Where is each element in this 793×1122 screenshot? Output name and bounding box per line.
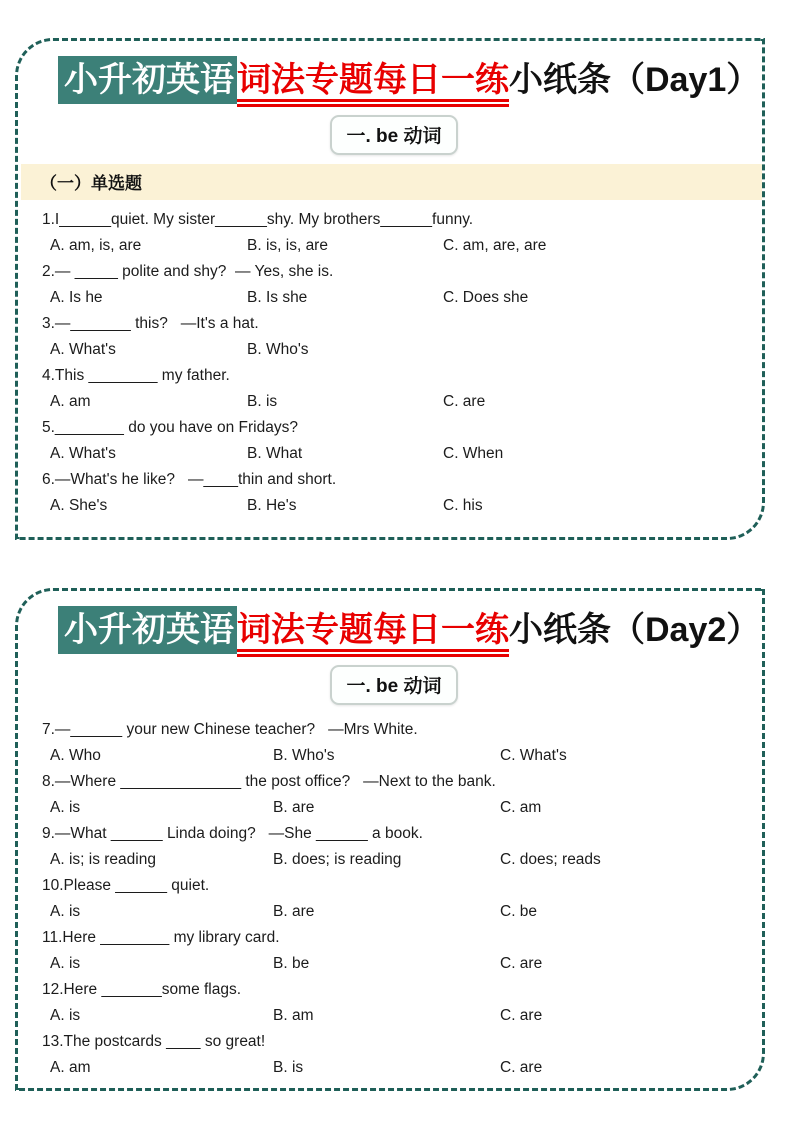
option-a: A. She's	[50, 497, 108, 514]
question-text: 1.I______quiet. My sister______shy. My brothers______funny.	[42, 211, 474, 228]
option-a: A. is	[50, 903, 81, 920]
option-c: C. does; reads	[500, 851, 601, 868]
option-a: A. is	[50, 1007, 81, 1024]
question-list-day1	[42, 207, 746, 519]
question-options	[42, 337, 746, 363]
question-text: 12.Here _______some flags.	[42, 981, 242, 998]
question-text: 3.—_______ this? —It's a hat.	[42, 315, 259, 332]
option-c: C. are	[443, 393, 486, 410]
question-block	[42, 415, 746, 467]
option-c: C. am	[500, 799, 542, 816]
option-b: B. is	[273, 1059, 304, 1076]
question-text: 7.—______ your new Chinese teacher? —Mrs White.	[42, 721, 418, 738]
question-text: 13.The postcards ____ so great!	[42, 1033, 266, 1050]
question-text: 4.This ________ my father.	[42, 367, 230, 384]
question-options	[42, 1003, 746, 1029]
question-options	[42, 847, 746, 873]
option-a: A. am, is, are	[50, 237, 142, 254]
option-c: C. are	[500, 1059, 543, 1076]
question-options	[42, 389, 746, 415]
question-text: 10.Please ______ quiet.	[42, 877, 210, 894]
title-suffix: 小纸条（Day2）	[509, 611, 761, 649]
question-block	[42, 259, 746, 311]
question-list-day2	[42, 717, 746, 1081]
section-pill-row	[42, 115, 746, 155]
option-b: B. be	[273, 955, 310, 972]
question-text: 2.— _____ polite and shy? — Yes, she is.	[42, 263, 334, 280]
question-block	[42, 717, 746, 769]
section-pill-be-verb: 一. be 动词	[330, 665, 457, 705]
worksheet-card-day1	[15, 38, 765, 540]
option-b: B. Who's	[273, 747, 335, 764]
question-block	[42, 769, 746, 821]
question-text: 5.________ do you have on Fridays?	[42, 419, 298, 436]
option-b: B. Who's	[247, 341, 309, 358]
question-block	[42, 363, 746, 415]
question-block	[42, 925, 746, 977]
option-b: B. is	[247, 393, 278, 410]
question-options	[42, 951, 746, 977]
title-highlight: 小升初英语	[58, 56, 237, 104]
option-b: B. are	[273, 799, 315, 816]
question-options	[42, 493, 746, 519]
option-c: C. What's	[500, 747, 567, 764]
question-options	[42, 285, 746, 311]
question-text: 9.—What ______ Linda doing? —She ______ a book.	[42, 825, 423, 842]
option-a: A. Who	[50, 747, 101, 764]
option-a: A. What's	[50, 445, 116, 462]
option-b: B. does; is reading	[273, 851, 402, 868]
option-b: B. is, is, are	[247, 237, 328, 254]
option-a: A. What's	[50, 341, 116, 358]
option-a: A. am	[50, 1059, 91, 1076]
question-block	[42, 1029, 746, 1081]
option-a: A. am	[50, 393, 91, 410]
section-pill-be-verb: 一. be 动词	[330, 115, 457, 155]
option-a: A. is; is reading	[50, 851, 156, 868]
card-title-day2	[58, 605, 761, 655]
option-c: C. are	[500, 1007, 543, 1024]
option-b: B. What	[247, 445, 303, 462]
option-a: A. Is he	[50, 289, 103, 306]
question-text: 11.Here ________ my library card.	[42, 929, 280, 946]
question-options	[42, 795, 746, 821]
option-b: B. He's	[247, 497, 297, 514]
title-highlight: 小升初英语	[58, 606, 237, 654]
question-block	[42, 467, 746, 519]
question-options	[42, 1055, 746, 1081]
question-options	[42, 441, 746, 467]
question-block	[42, 311, 746, 363]
option-c: C. When	[443, 445, 504, 462]
option-c: C. be	[500, 903, 538, 920]
option-b: B. are	[273, 903, 315, 920]
question-type-banner: （一）单选题	[21, 164, 764, 200]
option-c: C. Does she	[443, 289, 529, 306]
question-block	[42, 977, 746, 1029]
question-text: 6.—What's he like? —____thin and short.	[42, 471, 337, 488]
title-suffix: 小纸条（Day1）	[509, 61, 761, 99]
option-c: C. his	[443, 497, 483, 514]
option-b: B. am	[273, 1007, 314, 1024]
question-options	[42, 899, 746, 925]
option-c: C. am, are, are	[443, 237, 547, 254]
question-block	[42, 821, 746, 873]
question-options	[42, 233, 746, 259]
worksheet-card-day2	[15, 588, 765, 1091]
question-text: 8.—Where ______________ the post office? —Next to the bank.	[42, 773, 496, 790]
option-c: C. are	[500, 955, 543, 972]
title-topic-underlined: 词法专题每日一练	[237, 61, 509, 107]
option-a: A. is	[50, 955, 81, 972]
question-options	[42, 743, 746, 769]
question-block	[42, 207, 746, 259]
option-a: A. is	[50, 799, 81, 816]
card-title-day1	[58, 55, 761, 105]
question-block	[42, 873, 746, 925]
section-pill-row	[42, 665, 746, 705]
title-topic-underlined: 词法专题每日一练	[237, 611, 509, 657]
option-b: B. Is she	[247, 289, 308, 306]
